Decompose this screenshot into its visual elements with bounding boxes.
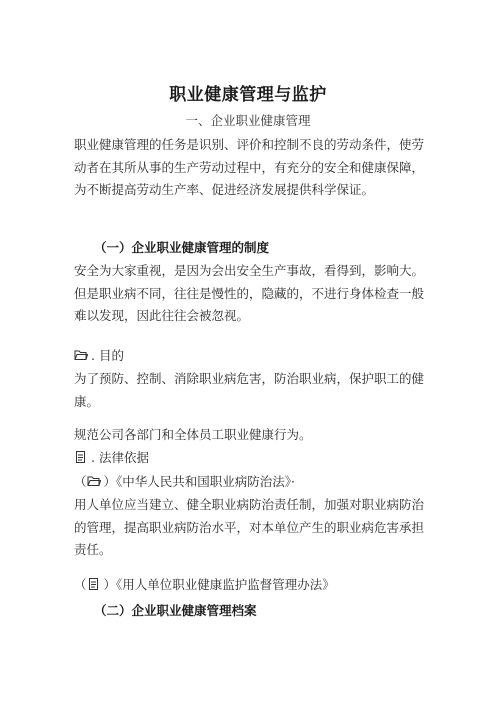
intro-paragraph: 职业健康管理的任务是识别、评价和控制不良的劳动条件，使劳动者在其所从事的生产劳动过程中，有充分的安全和健康保障，为不断提高劳动生产率、促进经济发展提供科学保证。 [74, 137, 425, 198]
law-2-title [74, 575, 335, 593]
item-2-heading [74, 448, 149, 466]
subsection-1-paragraph: 安全为大家重视，是因为会出安全生产事故，看得到，影响大。但是职业病不同，往往是慢性的，隐藏的，不进行身体检查一般难以发现，因此往往会被忽视。 [74, 263, 425, 324]
document-icon [74, 451, 88, 463]
law-1-text: ）《中华人民共和国职业病防治法》· [103, 474, 295, 489]
folder-icon [87, 475, 101, 487]
subsection-heading-2: （二）企业职业健康管理档案 [94, 603, 257, 618]
law-2-open-paren: （ [74, 577, 87, 592]
item-1-paragraph-2: 规范公司各部门和全体员工职业健康行为。 [74, 427, 312, 442]
section-heading-1: 一、企业职业健康管理 [185, 113, 311, 128]
law-1-paragraph: 用人单位应当建立、健全职业病防治责任制，加强对职业病防治的管理，提高职业病防治水平，对本单位产生的职业病危害承担责任。 [74, 497, 425, 558]
law-1-open-paren: （ [74, 474, 87, 489]
item-1-heading [74, 346, 124, 364]
subsection-heading-1: （一）企业职业健康管理的制度 [94, 240, 270, 255]
item-2-label: . 法律依据 [91, 450, 149, 465]
law-2-text: ）《用人单位职业健康监护监督管理办法》 [103, 577, 335, 592]
document-title: 职业健康管理与监护 [169, 85, 327, 105]
folder-icon [74, 349, 88, 361]
law-1-title [74, 472, 295, 490]
item-1-paragraph: 为了预防、控制、消除职业病危害，防治职业病，保护职工的健康。 [74, 371, 425, 409]
item-1-label: . 目的 [91, 348, 124, 363]
document-icon [87, 578, 101, 590]
